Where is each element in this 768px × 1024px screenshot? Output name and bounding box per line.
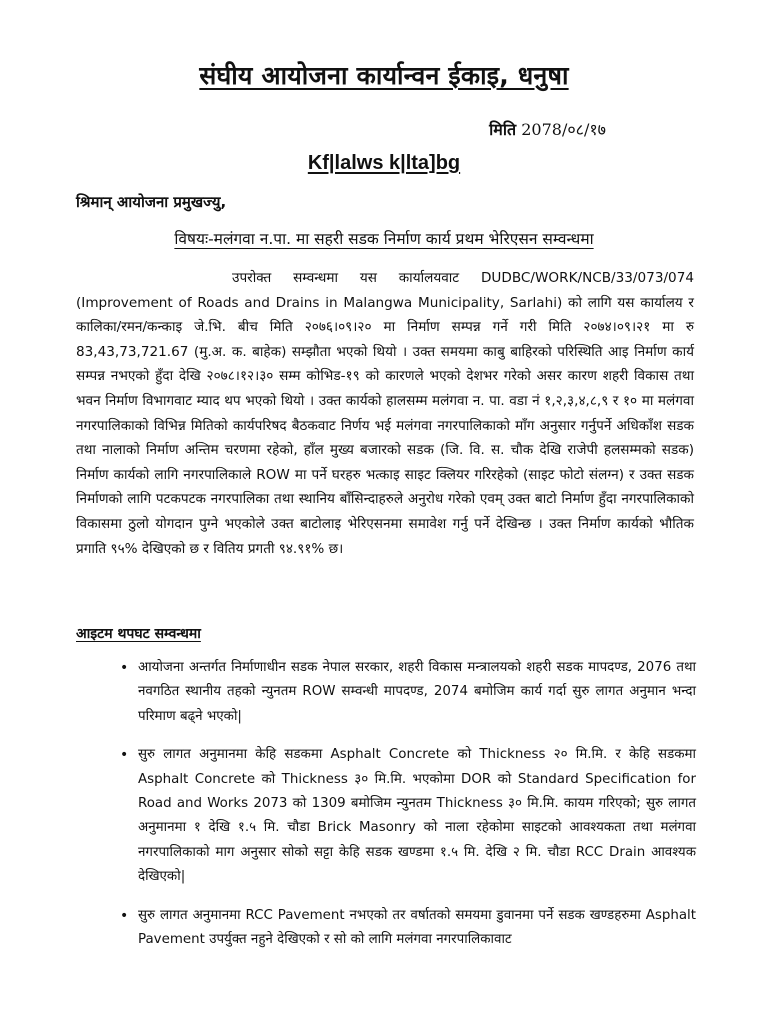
date-label: मिति (489, 120, 517, 139)
subject-code-heading: Kf|lalws k|lta]bg (307, 152, 461, 174)
bullet-list (120, 656, 696, 966)
list-item-text: आयोजना अन्तर्गत निर्माणाधीन सडक नेपाल सरकार, शहरी विकास मन्त्रालयको शहरी सडक मापदण्ड, 2076 तथा नवगठित स्थानीय तहको न्युनतम ROW सम्वन्धी मापदण्ड, 2074 बमोजिम कार्य गर्दा सुरु लागत अनुमान भन्दा परिमाण बढ्ने भएको| (138, 660, 696, 724)
body-paragraph: उपरोक्त सम्वन्धमा यस कार्यालयवाट DUDBC/WORK/NCB/33/073/074 (Improvement of Roads and Drains in Malangwa Municipality, Sarlahi) को लागि यस कार्यालय र कालिका/रमन/कन्काइ जे.भि. बीच मिति २०७६।०९।२० मा निर्माण सम्पन्न गर्ने गरी मिति २०७४।०९।२१ मा रु 83,43,73,721.67 (मु.अ. क. बाहेक) सम्झौता भएको थियो । उक्त समयमा काबु बाहिरको परिस्थिति आइ निर्माण कार्य सम्पन्न नभएको हुँदा देखि २०७८।१२।३० सम्म कोभिड-१९ को कारणले भएको देशभर गरेको असर कारण शहरी विकास तथा भवन निर्माण विभागवाट म्याद थप भएको थियो । उक्त कार्यको हालसम्म मलंगवा न. पा. वडा नं १,२,३,४,८,९ र १० मा मलंगवा नगरपालिकाको विभिन्न मितिको कार्यपरिषद बैठकवाट निर्णय भई मलंगवा नगरपालिकाको माँग अनुसार गर्नुपर्ने अधिकाँश सडक तथा नालाको निर्माण अन्तिम चरणमा रहेको, हाँल मुख्य बजारको सडक (जि. वि. स. चौक देखि राजेपी हलसम्मको सडक) निर्माण कार्यको लागि नगरपालिकाले ROW मा पर्ने घरहरु भत्काइ साइट क्लियर गरिरहेको (साइट फोटो संलग्न) र उक्त सडक निर्माणको लागि पटकपटक नगरपालिका तथा स्थानिय बाँसिन्दाहरुले अनुरोध गरेको एवम् उक्त बाटो निर्माण हुँदा नगरपालिकाको विकासमा ठुलो योगदान पुग्ने भएकोले उक्त बाटोलाइ भेरिएसनमा समावेश गर्नु पर्ने देखिन्छ । उक्त निर्माण कार्यको भौतिक प्रगाति ९५% देखिएको छ र वितिय प्रगती ९४.९१% छ। (76, 270, 694, 557)
bullet-icon: • (120, 660, 129, 676)
list-item-text: सुरु लागत अनुमानमा केहि सडकमा Asphalt Concrete को Thickness २० मि.मि. र केहि सडकमा Asphalt Concrete को Thickness ३० मि.मि. भएकोमा DOR को Standard Specification for Road and Works 2073 को 1309 बमोजिम न्युनतम Thickness ३० मि.मि. कायम गरिएको; सुरु लागत अनुमानमा १ देखि १.५ मि. चौडा Brick Masonry को नाला रहेकोमा साइटको आवश्यकता तथा मलंगवा नगरपालिकाको माग अनुसार सोको सट्टा केहि सडक खण्डमा १.५ मि. देखि २ मि. चौडा RCC Drain आवश्यक देखिएको| (138, 747, 696, 885)
date-line (489, 118, 606, 140)
office-title: संघीय आयोजना कार्यान्वन ईकाइ, धनुषा (199, 61, 569, 90)
list-item (120, 656, 696, 729)
section-heading: आइटम थपघट सम्वन्धमा (76, 626, 201, 642)
date-value: 2078/०८/१७ (521, 120, 606, 139)
subject-line: विषयः-मलंगवा न.पा. मा सहरी सडक निर्माण कार्य प्रथम भेरिएसन सम्वन्धमा (174, 230, 594, 248)
list-item (120, 904, 696, 953)
list-item-text: सुरु लागत अनुमानमा RCC Pavement नभएको तर वर्षातको समयमा डुवानमा पर्ने सडक खण्डहरुमा Asphalt Pavement उपर्युक्त नहुने देखिएको र सो को लागि मलंगवा नगरपालिकावाट (138, 907, 696, 948)
bullet-icon: • (120, 747, 129, 764)
salutation: श्रिमान् आयोजना प्रमुखज्यु, (76, 193, 227, 211)
bullet-icon: • (120, 907, 129, 924)
list-item (120, 743, 696, 889)
